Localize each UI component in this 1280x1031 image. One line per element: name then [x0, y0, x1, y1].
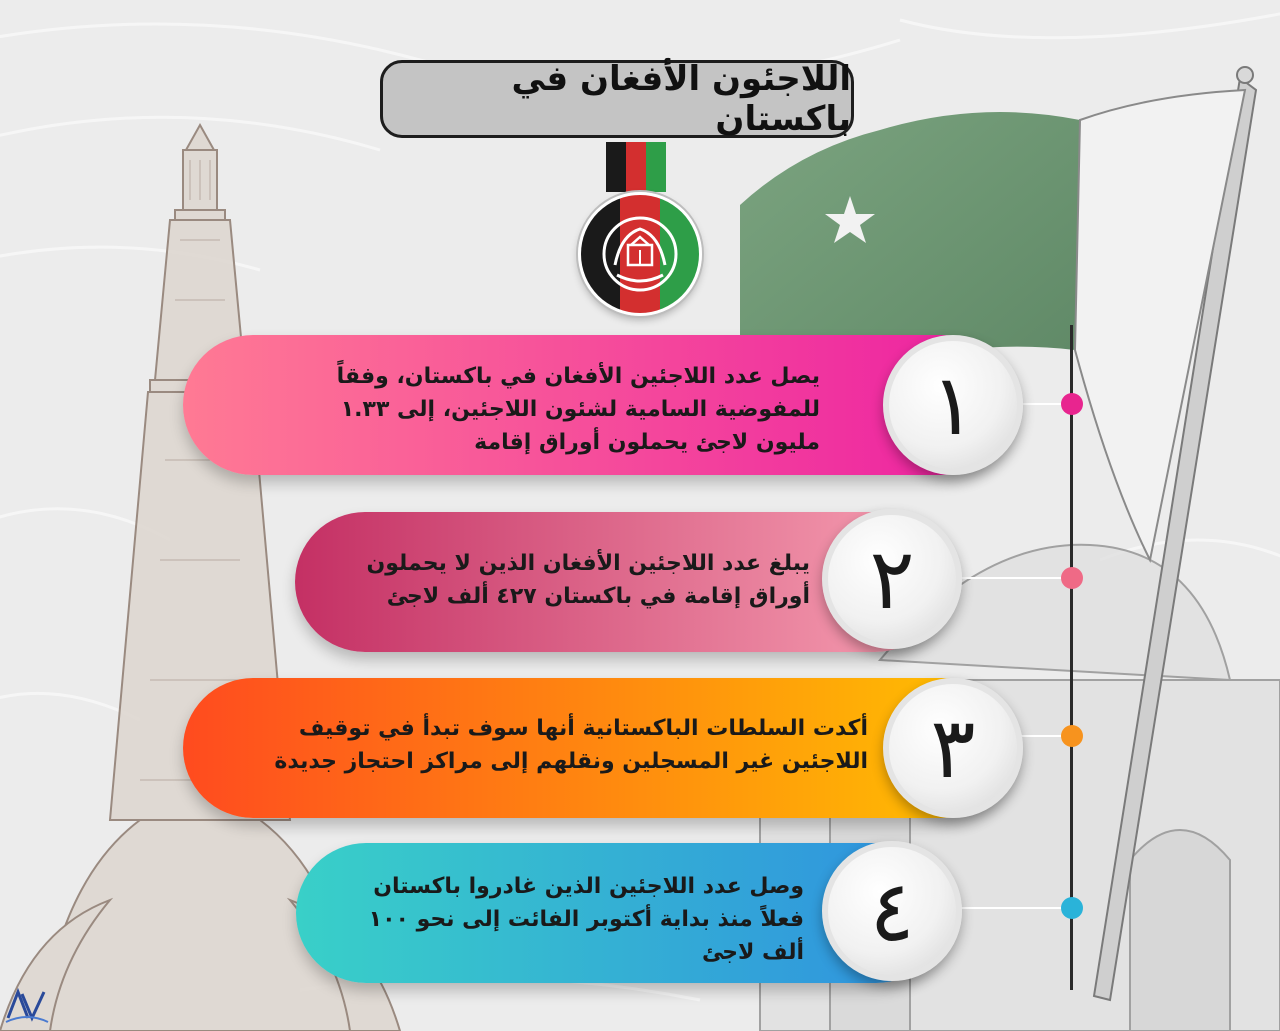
timeline-dot-3	[1061, 725, 1083, 747]
info-card-2-text	[310, 547, 810, 613]
card-3-line-2: اللاجئين غير المسجلين ونقلهم إلى مراكز احتجاز جديدة	[274, 749, 868, 774]
publisher-logo-icon	[4, 988, 50, 1028]
card-4-line-2: فعلاً منذ بداية أكتوبر الفائت إلى نحو ١٠٠	[368, 907, 804, 932]
timeline-line	[1070, 325, 1073, 990]
info-card-1-text	[230, 360, 820, 459]
timeline-dot-2	[1061, 567, 1083, 589]
card-4-line-3: ألف لاجئ	[701, 940, 804, 965]
info-card-4-text	[310, 870, 804, 969]
page-title: اللاجئون الأفغان في باكستان	[380, 60, 854, 138]
afghan-flag-medal	[578, 192, 702, 316]
timeline-dot-4	[1061, 897, 1083, 919]
afghan-flag-ribbon	[606, 142, 666, 192]
card-3-line-1: أكدت السلطات الباكستانية أنها سوف تبدأ في توقيف	[298, 716, 868, 741]
number-badge-1: ١	[883, 335, 1023, 475]
timeline-dot-1	[1061, 393, 1083, 415]
number-badge-4: ٤	[822, 841, 962, 981]
card-1-line-3: مليون لاجئ يحملون أوراق إقامة	[474, 430, 820, 455]
card-4-line-1: وصل عدد اللاجئين الذين غادروا باكستان	[373, 874, 804, 899]
afghanistan-emblem-icon	[581, 195, 699, 313]
card-1-line-1: يصل عدد اللاجئين الأفغان في باكستان، وفقاً	[336, 364, 820, 389]
card-2-line-1: يبلغ عدد اللاجئين الأفغان الذين لا يحملون	[366, 551, 810, 576]
connector-2	[950, 577, 1070, 579]
number-badge-2: ٢	[822, 509, 962, 649]
card-2-line-2: أوراق إقامة في باكستان ٤٢٧ ألف لاجئ	[386, 584, 810, 609]
card-1-line-2: للمفوضية السامية لشئون اللاجئين، إلى ١.٣٣	[340, 397, 820, 422]
info-card-3-text	[200, 712, 868, 778]
number-badge-3: ٣	[883, 678, 1023, 818]
connector-4	[950, 907, 1070, 909]
